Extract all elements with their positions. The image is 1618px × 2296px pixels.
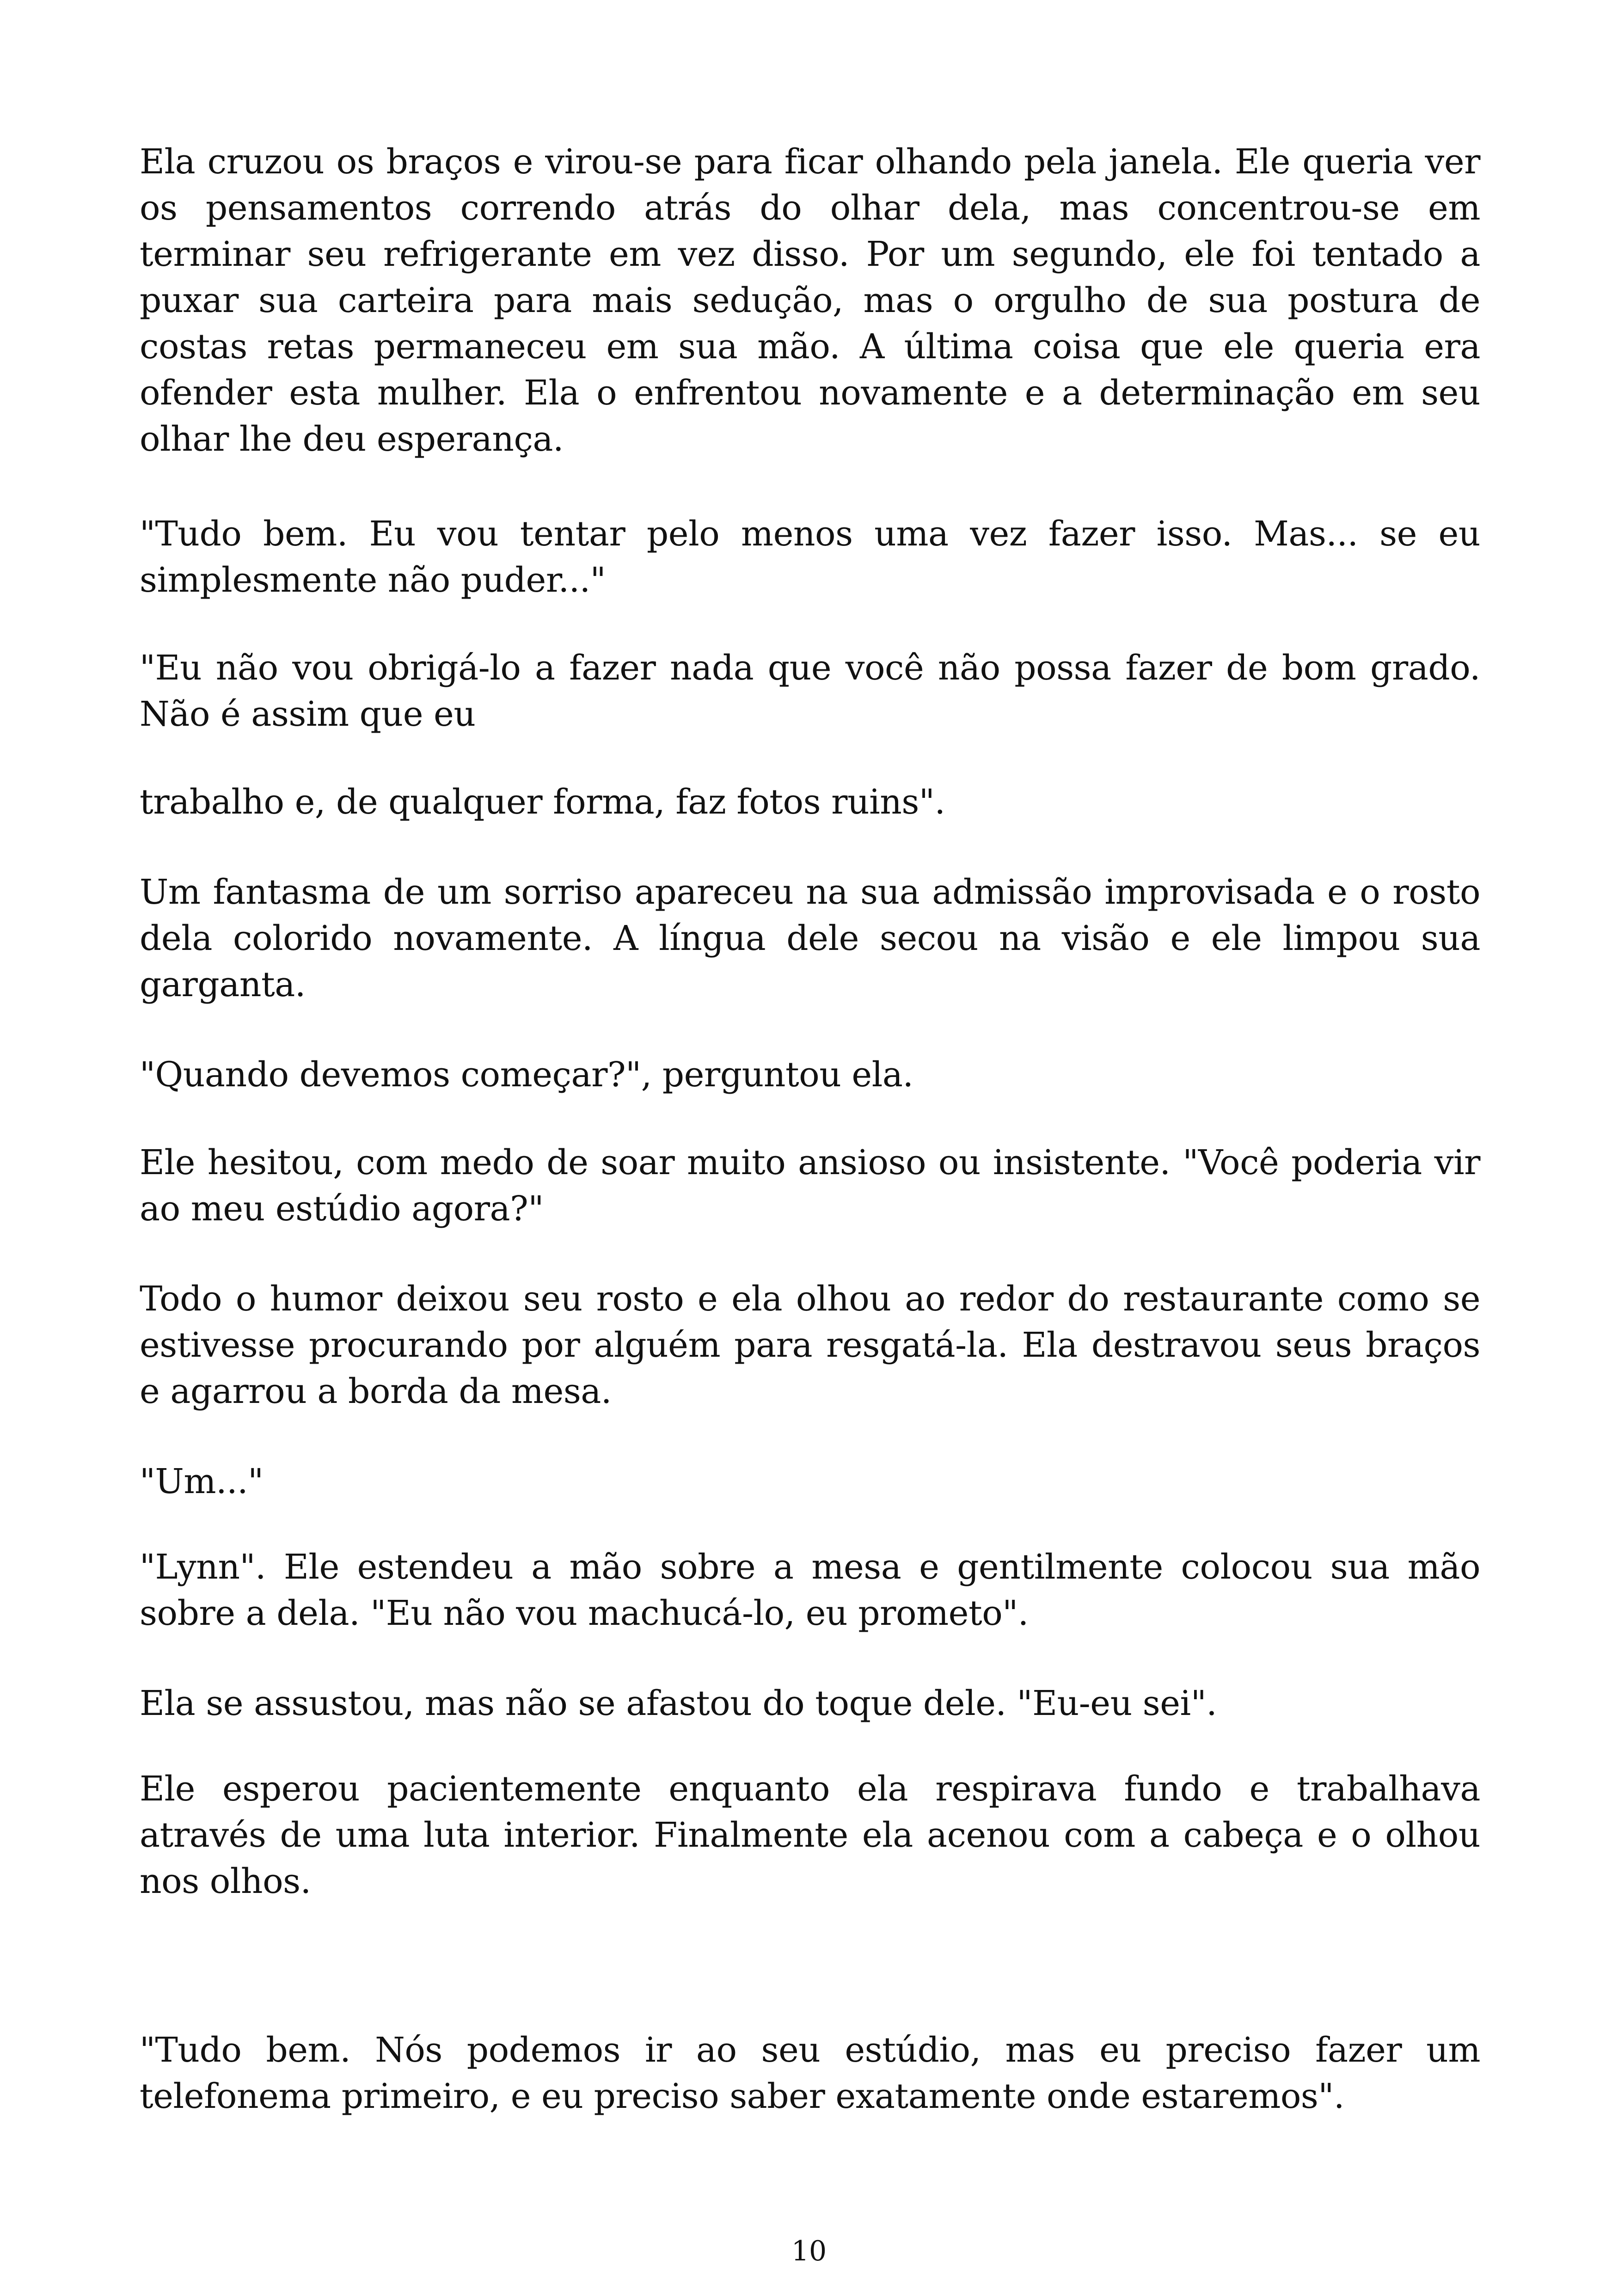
paragraph-8: Todo o humor deixou seu rosto e ela olhou ao redor do restaurante como se estivesse procurando por alguém para resgatá-la. Ela destravou seus braços e agarrou a borda da mesa. — [140, 1279, 1480, 1411]
page-number: 10 — [791, 2235, 827, 2267]
paragraph-1: Ela cruzou os braços e virou-se para ficar olhando pela janela. Ele queria ver os pensamentos correndo atrás do olhar dela, mas concentrou-se em terminar seu refrigerante em vez disso. Por um segundo, ele foi tentado a puxar sua carteira para mais sedução, mas o orgulho de sua postura de costas retas permaneceu em sua mão. A última coisa que ele queria era ofender esta mulher. Ela o enfrentou novamente e a determinação em seu olhar lhe deu esperança. — [140, 142, 1480, 459]
paragraph-5: Um fantasma de um sorriso apareceu na sua admissão improvisada e o rosto dela colorido novamente. A língua dele secou na visão e ele limpou sua garganta. — [140, 872, 1480, 1004]
paragraph-12: Ele esperou pacientemente enquanto ela respirava fundo e trabalhava através de uma luta interior. Finalmente ela acenou com a cabeça e o olhou nos olhos. — [140, 1769, 1480, 1901]
paragraph-2: "Tudo bem. Eu vou tentar pelo menos uma vez fazer isso. Mas... se eu simplesmente não puder..." — [140, 514, 1480, 600]
paragraph-9: "Um..." — [140, 1462, 264, 1501]
paragraph-7: Ele hesitou, com medo de soar muito ansioso ou insistente. "Você poderia vir ao meu estúdio agora?" — [140, 1143, 1480, 1229]
paragraph-4: trabalho e, de qualquer forma, faz fotos ruins". — [140, 782, 945, 822]
paragraph-10: "Lynn". Ele estendeu a mão sobre a mesa e gentilmente colocou sua mão sobre a dela. "Eu não vou machucá-lo, eu prometo". — [140, 1547, 1480, 1633]
paragraph-11: Ela se assustou, mas não se afastou do toque dele. "Eu-eu sei". — [140, 1684, 1217, 1723]
paragraph-6: "Quando devemos começar?", perguntou ela. — [140, 1055, 913, 1095]
paragraph-3: "Eu não vou obrigá-lo a fazer nada que você não possa fazer de bom grado. Não é assim que eu — [140, 648, 1480, 734]
paragraph-13: "Tudo bem. Nós podemos ir ao seu estúdio, mas eu preciso fazer um telefonema primeiro, e eu preciso saber exatamente onde estaremos". — [140, 2030, 1480, 2116]
